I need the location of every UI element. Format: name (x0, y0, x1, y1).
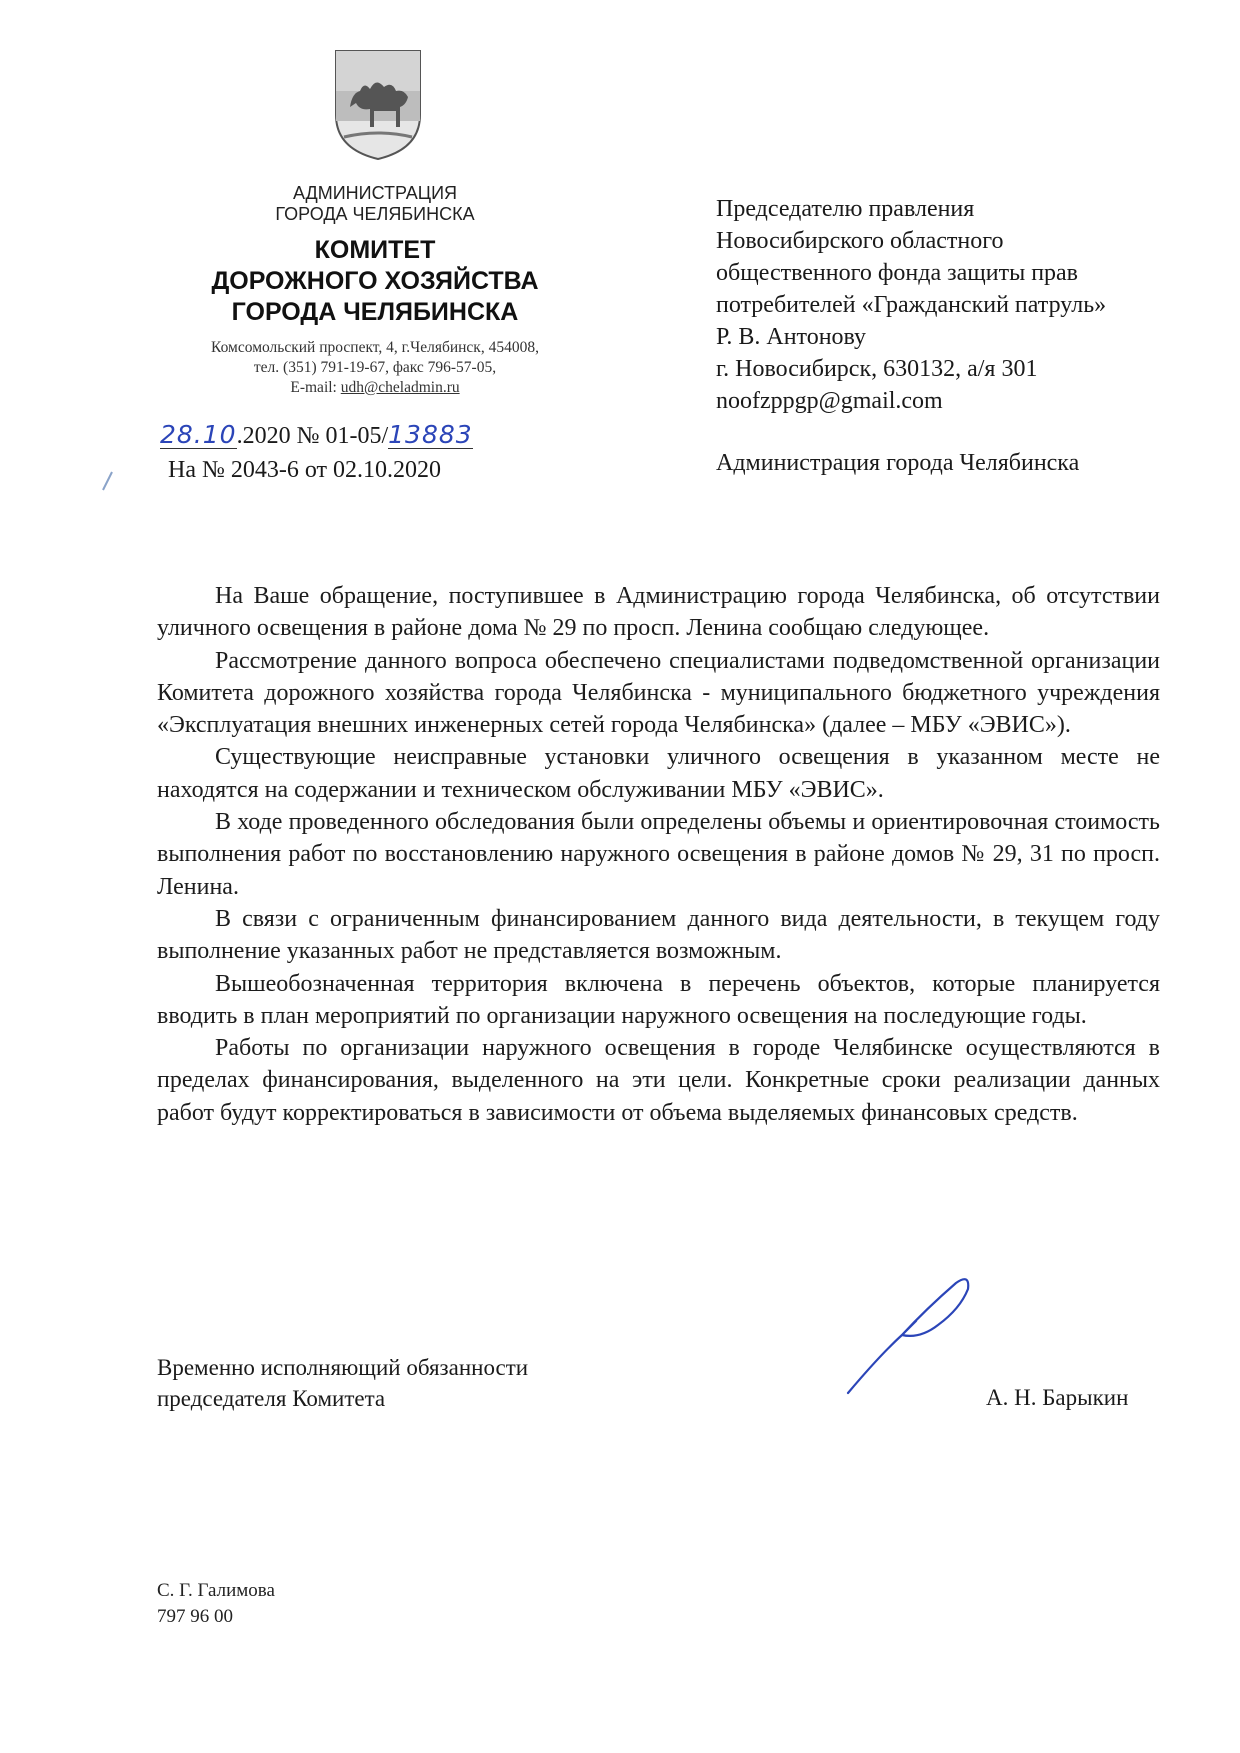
committee-name-line1: КОМИТЕТ (314, 236, 436, 264)
committee-phone: тел. (351) 791-19-67, факс 796-57-05, (253, 359, 497, 376)
body-paragraph: Работы по организации наружного освещения в городе Челябинске осуществляются в пределах финансирования, выделенного на эти цели. Конкретные сроки реализации данных работ будут корректироваться в зависимости от объема выделяемых финансовых средств. (157, 1035, 1160, 1126)
coat-of-arms-icon (330, 45, 426, 163)
addressee-line: Новосибирского областного (716, 228, 1004, 254)
committee-address: Комсомольский проспект, 4, г.Челябинск, 454008, (211, 339, 539, 356)
signatory-position-line1: Временно исполняющий обязанности (157, 1355, 529, 1380)
signatory-position (157, 1352, 528, 1414)
addressee-line: потребителей «Гражданский патруль» (716, 292, 1107, 318)
handwritten-signature-icon (840, 1265, 990, 1400)
executor-block (157, 1578, 275, 1630)
committee-name-line3: ГОРОДА ЧЕЛЯБИНСКА (231, 298, 519, 326)
registration-year-number: .2020 № 01-05/ (236, 423, 389, 449)
signatory-position-line2: председателя Комитета (157, 1386, 386, 1411)
executor-name: С. Г. Галимова (157, 1580, 275, 1601)
copy-recipient: Администрация города Челябинска (716, 450, 1080, 476)
committee-name-line2: ДОРОЖНОГО ХОЗЯЙСТВА (211, 267, 539, 295)
addressee-line: г. Новосибирск, 630132, а/я 301 (716, 356, 1038, 382)
addressee-email[interactable]: noofzppgp@gmail.com (716, 388, 943, 414)
registration-line (160, 422, 473, 450)
admin-name-line1: АДМИНИСТРАЦИЯ (292, 183, 458, 203)
handwritten-outgoing-number: 13883 (388, 420, 473, 449)
body-paragraph: Вышеобозначенная территория включена в перечень объектов, которые планируется вводить в план мероприятий по организации наружного освещения на последующие годы. (157, 970, 1160, 1029)
executor-phone: 797 96 00 (157, 1606, 233, 1627)
body-paragraph: В связи с ограниченным финансированием данного вида деятельности, в текущем году выполнение указанных работ не представляется возможным. (157, 905, 1160, 965)
admin-name-line2: ГОРОДА ЧЕЛЯБИНСКА (275, 204, 475, 224)
ink-speck-icon (100, 470, 114, 494)
addressee-line: общественного фонда защиты прав (716, 260, 1079, 286)
reply-reference: На № 2043-6 от 02.10.2020 (168, 457, 442, 483)
signatory-name: А. Н. Барыкин (986, 1385, 1129, 1410)
body-paragraph: На Ваше обращение, поступившее в Администрацию города Челябинска, об отсутствии уличного освещения в районе дома № 29 по просп. Ленина сообщаю следующее. (157, 583, 1160, 642)
addressee-block (716, 193, 1206, 417)
letter-body (157, 580, 1160, 1129)
email-label: E-mail: (290, 379, 341, 396)
committee-email-link[interactable]: udh@cheladmin.ru (340, 379, 460, 396)
body-paragraph: Рассмотрение данного вопроса обеспечено специалистами подведомственной организации Комитета дорожного хозяйства города Челябинска - муниципального бюджетного учреждения «Эксплуатация внешних инженерных сетей города Челябинска» (далее – МБУ «ЭВИС»). (157, 647, 1160, 739)
committee-email-line (150, 378, 600, 398)
handwritten-date: 28.10 (160, 420, 237, 449)
addressee-line: Р. В. Антонову (716, 324, 867, 350)
body-paragraph: В ходе проведенного обследования были определены объемы и ориентировочная стоимость выполнения работ по восстановлению наружного освещения в районе домов № 29, 31 по просп. Ленина. (157, 809, 1160, 900)
addressee-line: Председателю правления (716, 196, 975, 222)
body-paragraph: Существующие неисправные установки уличного освещения в указанном месте не находятся на содержании и техническом обслуживании МБУ «ЭВИС». (157, 744, 1160, 803)
